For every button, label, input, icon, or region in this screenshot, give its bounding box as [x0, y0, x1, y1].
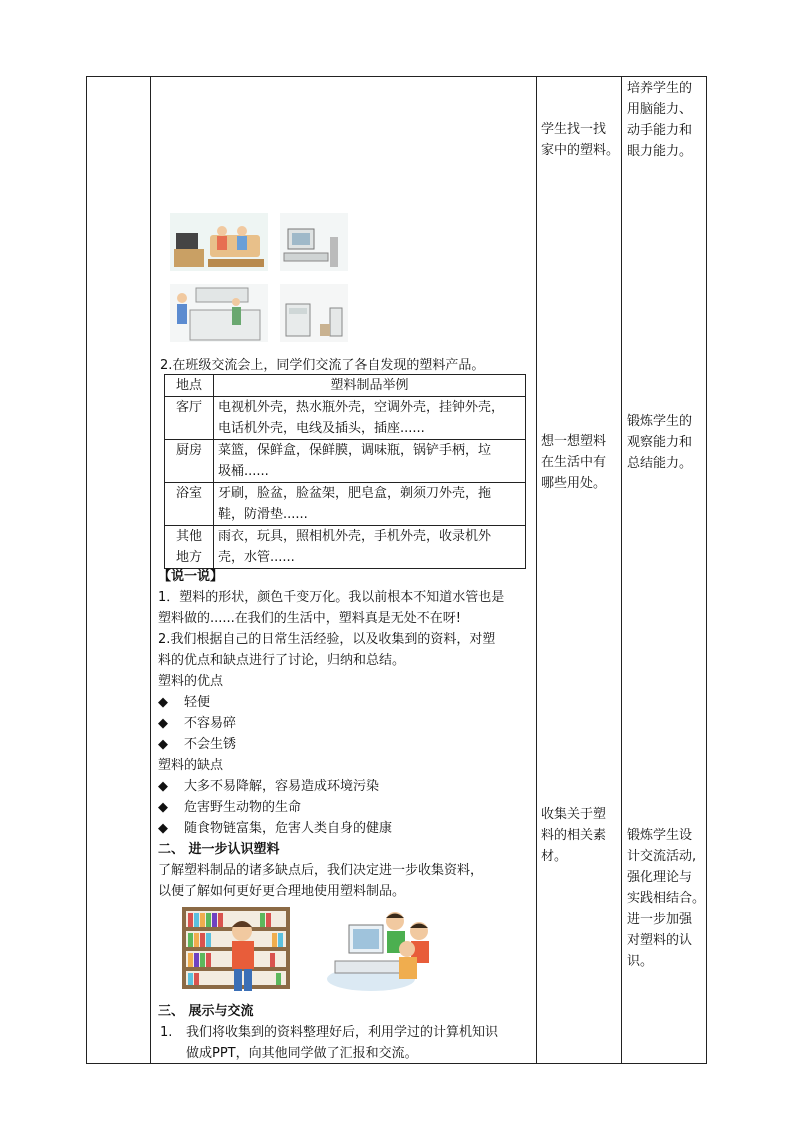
cons-title: 塑料的缺点 [158, 758, 224, 773]
section-2-text-line-1: 了解塑料制品的诸多缺点后，我们决定进一步收集资料， [158, 863, 484, 878]
bullet-diamond-icon: ◆ [158, 800, 168, 815]
plastic-products-table [164, 374, 526, 569]
row-examples: 菜篮，保鲜盒，保鲜膜，调味瓶，锅铲手柄，垃 圾桶...... [214, 440, 526, 483]
bullet-diamond-icon: ◆ [158, 695, 168, 710]
section-2-text-line-2: 以便了解如何更好更合理地使用塑料制品。 [158, 884, 406, 899]
goal-note-1: 培养学生的 用脑能力、 动手能力和 眼力能力。 [627, 81, 693, 159]
pros-title: 塑料的优点 [158, 674, 224, 689]
bullet-diamond-icon: ◆ [158, 737, 168, 752]
column-divider-1 [150, 77, 151, 1063]
students-computer-illustration [325, 905, 441, 995]
say-paragraph-1-line-1: 1．塑料的形状，颜色千变万化。我以前根本不知道水管也是 [158, 590, 505, 605]
computer-desk-illustration [280, 213, 348, 271]
list-item: ◆ 危害野生动物的生命 [158, 797, 301, 818]
living-room-illustration [170, 213, 268, 271]
row-location: 其他 地方 [165, 526, 214, 569]
say-paragraph-2-line-2: 料的优点和缺点进行了讨论，归纳和总结。 [158, 653, 406, 668]
section-3-heading: 三、 展示与交流 [158, 1004, 254, 1019]
list-item: ◆ 轻便 [158, 692, 210, 713]
bullet-diamond-icon: ◆ [158, 779, 168, 794]
activity-note-3: 收集关于塑 料的相关素 材。 [541, 807, 607, 864]
list-item: ◆ 不会生锈 [158, 734, 236, 755]
say-heading: 【说一说】 [158, 569, 224, 584]
bathroom-illustration [280, 284, 348, 342]
row-location: 客厅 [165, 397, 214, 440]
say-paragraph-1-line-2: 塑料做的......在我们的生活中，塑料真是无处不在呀! [158, 611, 462, 626]
row-location: 浴室 [165, 483, 214, 526]
column-divider-3 [621, 77, 622, 1063]
list-item: ◆ 不容易碎 [158, 713, 236, 734]
list-item: ◆ 随食物链富集，危害人类自身的健康 [158, 818, 392, 839]
section-3-item-number: 1. [160, 1025, 173, 1040]
table-row [165, 526, 526, 569]
bullet-diamond-icon: ◆ [158, 821, 168, 836]
table-row [165, 397, 526, 440]
list-item: ◆ 大多不易降解，容易造成环境污染 [158, 776, 379, 797]
say-paragraph-2-line-1: 2.我们根据自己的日常生活经验，以及收集到的资料，对塑 [158, 632, 496, 647]
goal-note-3: 锻炼学生设 计交流活动, 强化理论与 实践相结合。 进一步加强 对塑料的认 识。 [627, 828, 706, 969]
row-examples: 牙刷，脸盆，脸盆架，肥皂盒，剃须刀外壳，拖 鞋，防滑垫...... [214, 483, 526, 526]
exchange-sentence: 2.在班级交流会上，同学们交流了各自发现的塑料产品。 [160, 358, 485, 373]
bookshelf-student-illustration [180, 903, 296, 999]
section-3-item-line-1: 我们将收集到的资料整理好后，利用学过的计算机知识 [186, 1025, 499, 1040]
kitchen-illustration [170, 284, 268, 342]
header-examples: 塑料制品举例 [214, 375, 526, 397]
goal-note-2: 锻炼学生的 观察能力和 总结能力。 [627, 414, 693, 471]
row-examples: 雨衣，玩具，照相机外壳，手机外壳，收录机外 壳，水管...... [214, 526, 526, 569]
activity-note-2: 想一想塑料 在生活中有 哪些用处。 [541, 434, 607, 491]
table-row [165, 483, 526, 526]
table-row [165, 440, 526, 483]
section-2-heading: 二、 进一步认识塑料 [158, 842, 280, 857]
row-examples: 电视机外壳，热水瓶外壳，空调外壳，挂钟外壳， 电话机外壳，电线及插头，插座...... [214, 397, 526, 440]
section-3-item-line-2: 做成PPT，向其他同学做了汇报和交流。 [186, 1046, 418, 1061]
table-header-row [165, 375, 526, 397]
activity-note-1: 学生找一找 家中的塑料。 [541, 122, 620, 158]
bullet-diamond-icon: ◆ [158, 716, 168, 731]
header-location: 地点 [165, 375, 214, 397]
column-divider-2 [536, 77, 537, 1063]
row-location: 厨房 [165, 440, 214, 483]
